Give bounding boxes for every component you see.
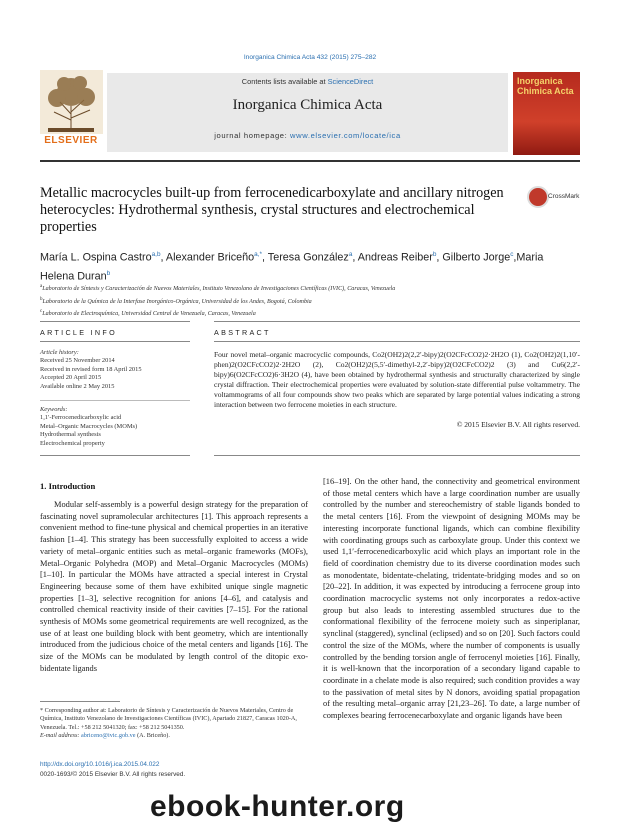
article-title: Metallic macrocycles built-up from ferrocenedicarboxylate and ancillary nitrogen heterocycles: Hydrothermal synthesis, crystal structures and electrochemical properties [40,185,504,235]
author-name: Gilberto Jorge [442,251,511,264]
homepage-prefix: journal homepage: [214,131,291,140]
article-history [40,349,190,391]
elsevier-wordmark: ELSEVIER [44,135,98,146]
article-info-rule-bottom [40,455,190,456]
affiliation-marker: c [40,309,43,315]
footnote-email-line [40,732,308,740]
abstract-rule-bottom [214,455,580,456]
keyword-item: Electrochemical property [40,439,105,447]
homepage-link[interactable]: www.elsevier.com/locate/ica [290,131,401,140]
footnote [40,707,308,741]
issn-line: 0020-1693/© 2015 Elsevier B.V. All rights reserved. [40,771,186,778]
keywords-heading: Keywords: [40,406,68,413]
crossmark-label[interactable]: CrossMark [548,193,580,200]
author-name: Teresa González [267,251,349,264]
author-separator: , [436,251,443,264]
email-prefix: E-mail address: [40,732,82,740]
journal-homepage [107,131,508,140]
email-suffix: (A. Briceño). [135,732,170,740]
article-info-rule-top [40,321,190,322]
affiliations [40,282,580,320]
journal-reference[interactable]: Inorganica Chimica Acta 432 (2015) 275–282 [243,54,377,61]
journal-cover-title: Inorganica Chimica Acta [517,76,574,96]
affiliation-item [40,282,580,295]
sciencedirect-link[interactable]: ScienceDirect [327,77,374,86]
author-name: Andreas Reiber [357,251,433,264]
history-item: Available online 2 May 2015 [40,382,115,390]
abstract-rule [214,341,580,342]
author-affiliation-marker[interactable]: a,* [254,251,262,258]
email-link[interactable]: abriceno@ivic.gob.ve [81,732,136,740]
author-separator: , [513,251,517,264]
abstract-rule-top [214,321,580,322]
abstract-copyright: © 2015 Elsevier B.V. All rights reserved. [456,420,580,429]
keyword-item: 1,1′-Ferrocenedicarboxylic acid [40,414,122,422]
keyword-item: Metal–Organic Macrocycles (MOMs) [40,422,138,430]
affiliation-marker: a [40,284,43,289]
affiliation-marker: b [40,296,43,302]
author-affiliation-marker[interactable]: b [106,269,111,277]
author-affiliation-marker[interactable]: c [510,251,514,258]
history-item: Received in revised form 18 April 2015 [40,365,142,373]
affiliation-item [40,295,580,308]
watermark-text: ebook-hunter.org [150,790,405,823]
affiliation-text: Laboratorio de Síntesis y Caracterización de Nuevos Materiales, Instituto Venezolano de Investigaciones Científicas (IVIC), Caracas, Venezuela [42,286,396,293]
intro-left-column: Modular self-assembly is a powerful design strategy for the preparation of fascinating novel supramolecular architectures [1]. This approach represents a convenient method to fine-tune physical and chemical properties in an iterative fashion [1–4]. This strategy has been successfully exploited to access a wide variety of metal–organic entities such as metal–organic frameworks (MOFs), Metal–Organic Polyhedra (MOP) and Metal–Organic Macrocycles (MOMs) [1–10]. In particular the MOMs have attracted a special interest in Crystal Engineering because some of them have exhibited unique single magnetic properties [1–3], selective recognition for anions [4–6], and catalysis and controlled chemical reactivity inside of their cavities [7–15]. For the rational synthesis of MOMs some geometrical requirements are well recognized, as the use of at least one building block with bent geometry, which are intentionally introduced from the judicious choice of the metal centers and ligands [16]. The size of the MOMs can be modulated by length control of the ditopic exo-bidentate ligands [40,500,308,673]
header-divider [40,160,580,162]
footnote-corresponding: * Corresponding author at: Laboratorio de Síntesis y Caracterización de Nuevos Materiales, Centro de Química, Instituto Venezolano de Investigaciones Científicas (IVIC), Apartado 21827, Caracas 1020-A, Venezuela. Tel.: +58 212 5041320; fax: +58 212 5041350. [40,707,297,731]
keywords-divider [40,400,190,401]
crossmark-icon[interactable] [527,186,549,208]
author-name: Alexander Briceño [165,251,255,264]
abstract-text: Four novel metal–organic macrocyclic compounds, Co2(OH2)2(2,2′-bipy)2(O2CFcCO2)2·2H2O (1), Co2(OH2)2(1,10′-phen)2(O2CFcCO2)2·2H2O (2), Co2(OH2)2(5,5′-dimethyl-2,2′-bipy)2(O2CFcCO2)2 (3) and Cu6(2,2′-bipy)6(O2CFcCO2)6·3H2O (4), have been obtained by hydrothermal synthesis and structurally characterized by single crystal diffraction. Their electrochemical properties were evaluated by solution-state differential pulse voltammetry. The voltammograms of all four compounds show two peaks which are separated by large potential values indicating a strong interaction between two ferrocene moieties in each structure. [214,350,580,409]
author-separator: , [261,251,268,264]
doi-link[interactable]: http://dx.doi.org/10.1016/j.ica.2015.04.022 [40,761,160,768]
contents-line [107,77,508,86]
author-separator: , [352,251,358,264]
history-heading: Article history: [40,349,79,356]
abstract-heading: ABSTRACT [214,328,271,337]
article-info-rule [40,341,190,342]
affiliation-text: Laboratorio de Electroquímica, Universidad Central de Venezuela, Caracas, Venezuela [42,311,256,318]
intro-right-column: [16–19]. On the other hand, the connectivity and geometrical environment of those metal centers which have a large coordination number are usually controlled by the number and stereochemistry of stable ligands bonded to the metal centers [16]. From the viewpoint of designing MOMs may be interesting incorporate functional ligands, which can combine flexibility with coordinating groups such as carboxylate group. Under this context we used 1,1′-ferrocenedicarboxylic acid which plays an important role in the field of coordination chemistry due to its diverse coordination modes such as monodentate, bidentate-chelating, tridentate-bridging modes and so on [20–22]. In addition, it was expected by introducing a ferrocene group into coordination macrocyclic systems not only incorporates a redox-active group but also leads to interesting assembled structures due to the conformational flexibility of the ferrocene moiety such as sinperiplanar, synclinal (staggered), synclinal (eclipsed) and so on [20]. Such factors could control the size of the MOMs, where the number of components is usually controlled by the bending torsion angle of ferrocenyl moieties [16]. Finally, it is well-known that the incorporation of a secondary ligand capable to coordinate in a chelate mode is also required; such condition provides a way to the passivation of metal sites by N donors, avoiding spatial propagation of the resulting metal–organic array [21,23–26]. To date, a large number of complexes bearing ferrocenecarboxylate and organic ligands have been [323,477,580,721]
keywords [40,406,190,448]
author-affiliation-marker[interactable]: a,b [151,251,161,258]
journal-title: Inorganica Chimica Acta [232,97,383,113]
author-name: Maria Helena Duran [40,251,544,283]
section-heading-introduction: 1. Introduction [40,481,96,491]
author-list [40,247,580,284]
author-affiliation-marker[interactable]: b [432,251,437,258]
affiliation-text: Laboratorio de la Química de la Interfase Inorgánico-Orgánica, Universidad de los Andes, Bogotá, Colombia [42,298,312,305]
history-item: Accepted 20 April 2015 [40,374,102,382]
affiliation-item [40,307,580,320]
keyword-item: Hydrothermal synthesis [40,431,101,439]
author-affiliation-marker[interactable]: a [348,251,353,258]
contents-prefix: Contents lists available at [241,77,328,86]
article-info-heading: ARTICLE INFO [40,328,117,337]
author-separator: , [160,251,166,264]
footnote-rule [40,701,120,702]
history-item: Received 25 November 2014 [40,357,115,365]
author-name: María L. Ospina Castro [40,251,152,264]
